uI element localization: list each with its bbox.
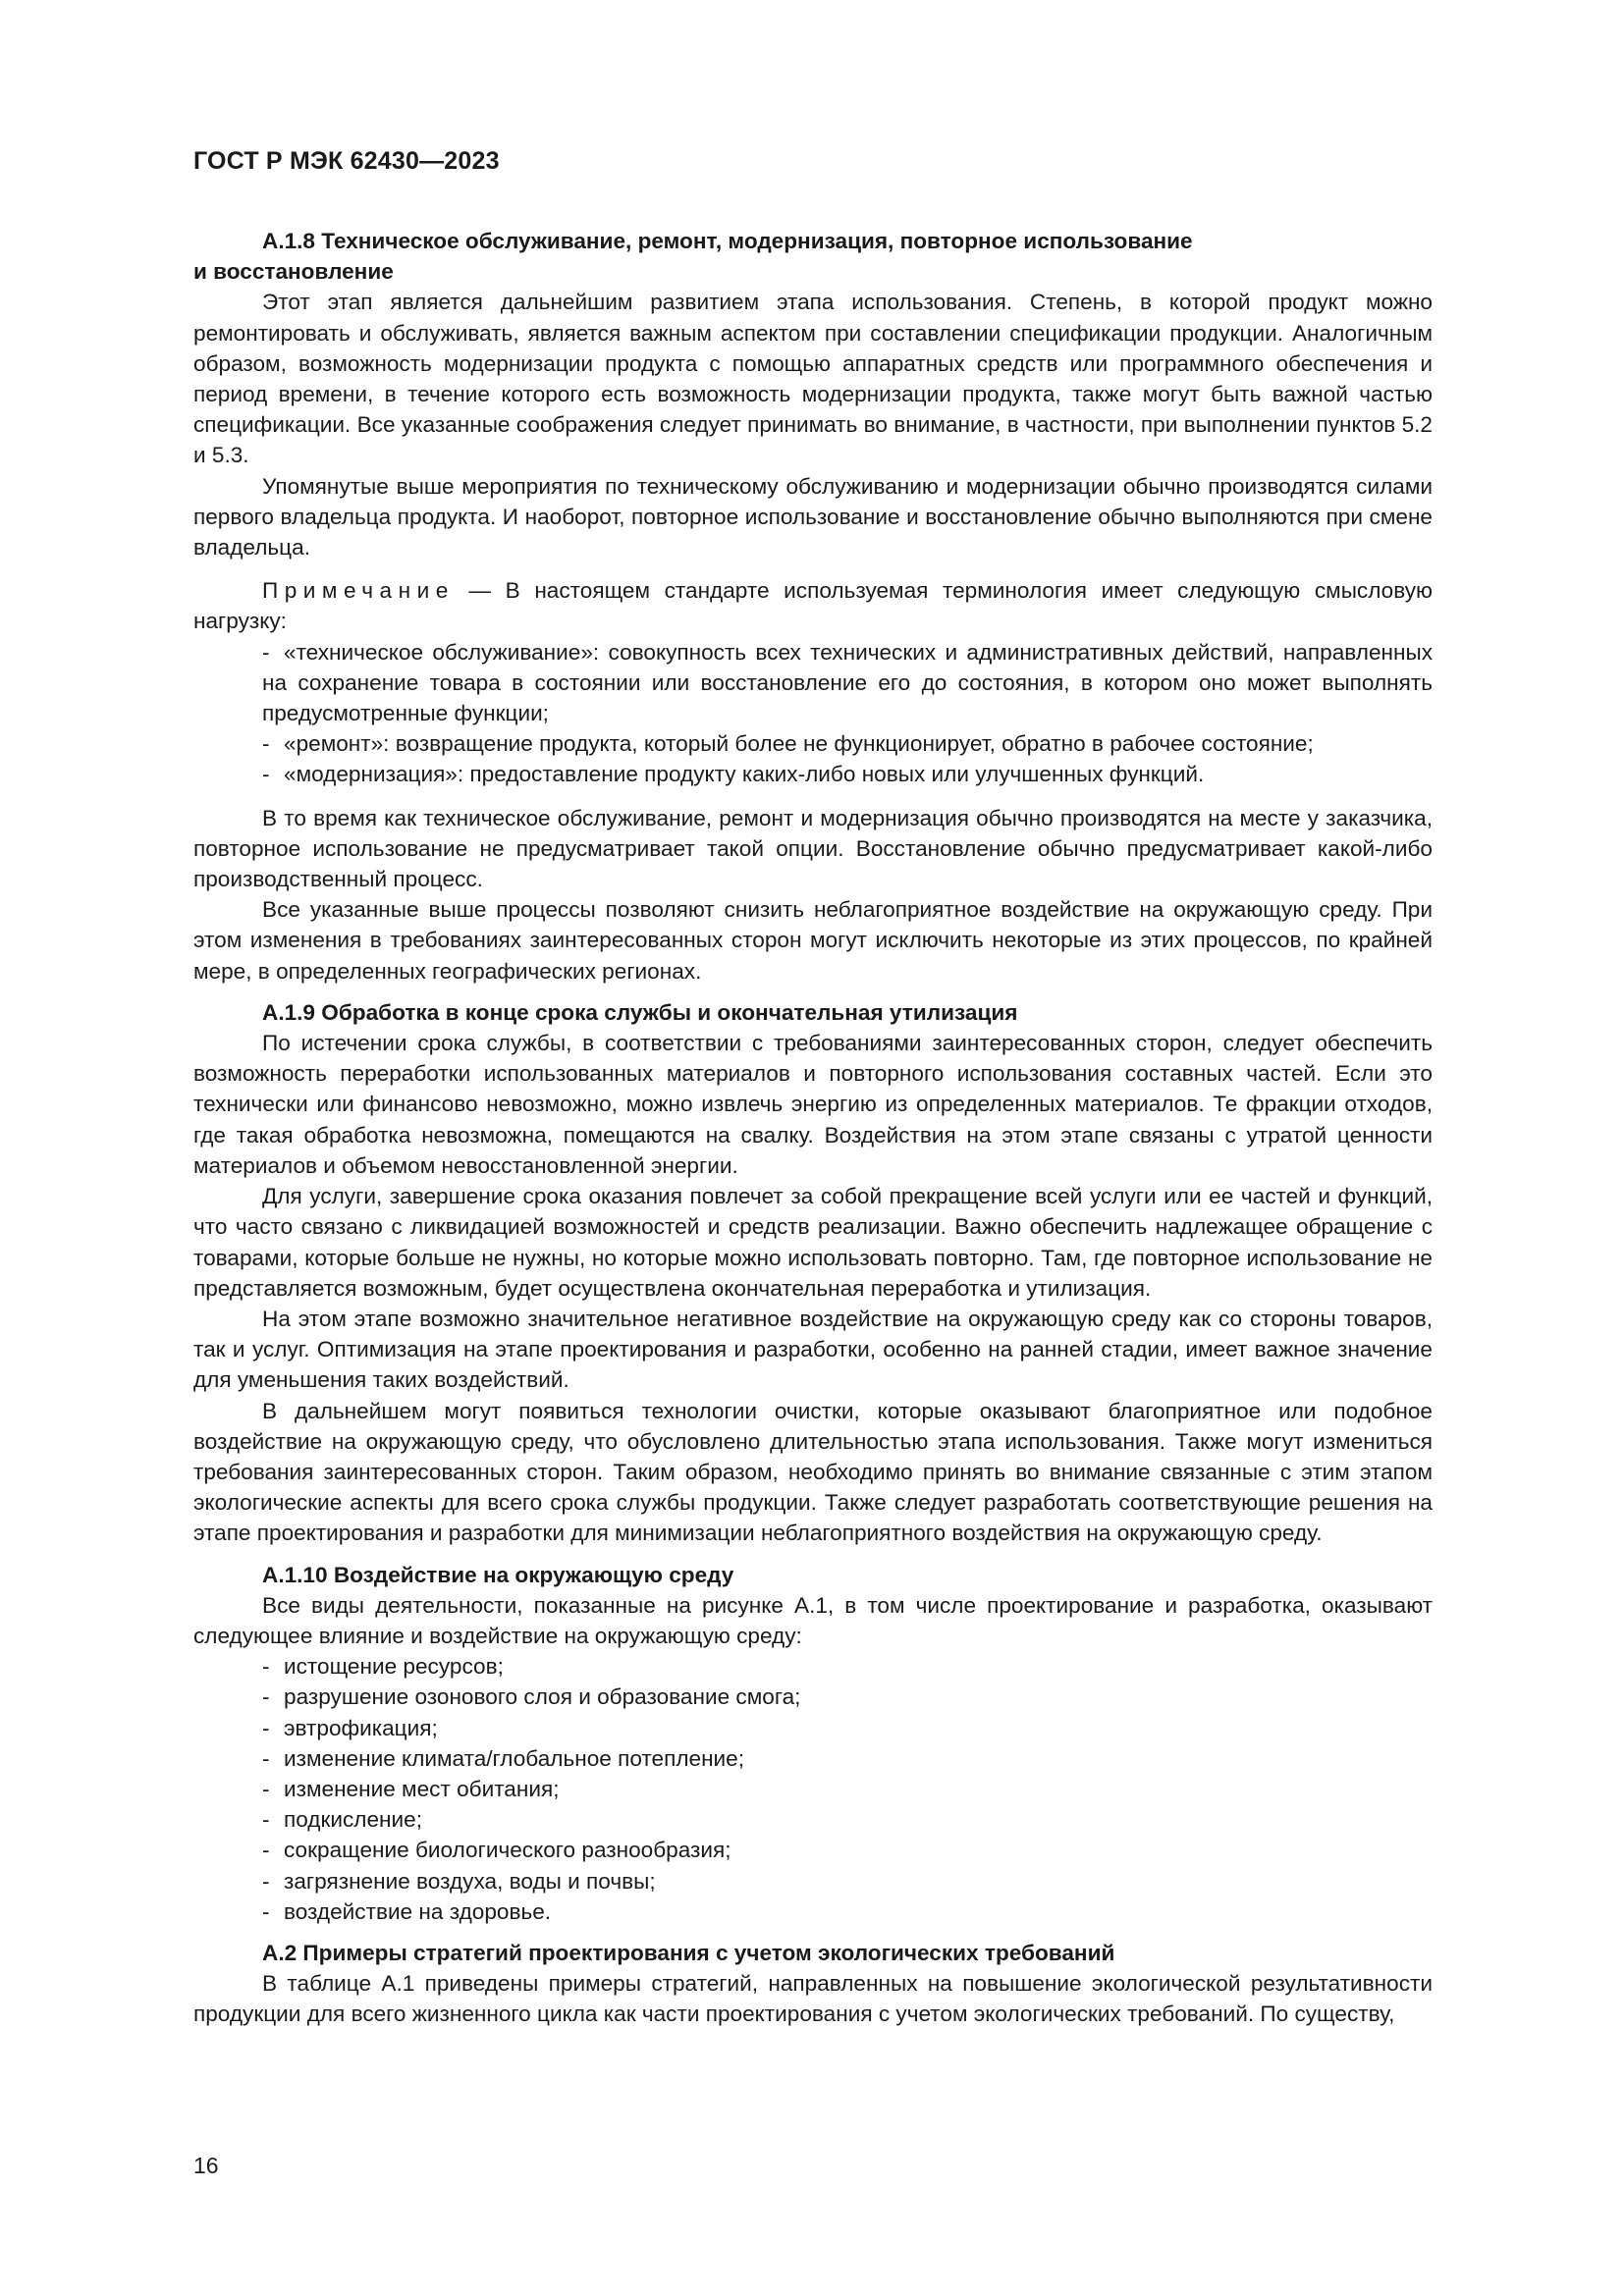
paragraph: Для услуги, завершение срока оказания повлечет за собой прекращение всей услуги или ее частей и функций, что часто связано с ликвидацией возможностей и средств реализации. Важно обеспечить надлежащее обращение с товарами, которые больше не нужны, но которые можно использовать повторно. Там, где повторное использование не представляется возможным, будет осуществлена окончательная переработка и утилизация. bbox=[193, 1184, 1433, 1301]
section-heading-a110: А.1.10 Воздействие на окружающую среду bbox=[262, 1562, 734, 1587]
note-label: Примечание bbox=[262, 578, 455, 604]
note-paragraph bbox=[193, 575, 1433, 636]
section-heading-a18-line2: и восстановление bbox=[193, 259, 394, 285]
list-item: - истощение ресурсов; bbox=[193, 1651, 1433, 1682]
section-heading-a18 bbox=[193, 226, 1433, 256]
list-item: - сокращение биологического разнообразия; bbox=[193, 1835, 1433, 1865]
paragraph: Все виды деятельности, показанные на рисунке А.1, в том числе проектирование и разработка, оказывают следующее влияние и воздействие на окружающую среду: bbox=[193, 1592, 1433, 1648]
list-dash: - bbox=[262, 1684, 270, 1710]
list-dash: - bbox=[262, 1868, 270, 1894]
list-dash: - bbox=[262, 731, 270, 757]
paragraph: В дальнейшем могут появиться технологии очистки, которые оказывают благоприятное или подобное воздействие на окружающую среду, что обусловлено длительностью этапа использования. Также могут измениться требования заинтересованных сторон. Таким образом, необходимо принять во внимание связанные с этим этапом экологические аспекты для всего срока службы продукции. Также следует разработать соответствующие решения на этапе проектирования и разработки для минимизации неблагоприятного воздействия на окружающую среду. bbox=[193, 1398, 1433, 1546]
paragraph: Все указанные выше процессы позволяют снизить неблагоприятное воздействие на окружающую среду. При этом изменения в требованиях заинтересованных сторон могут исключить некоторые из этих процессов, по крайней мере, в определенных географических регионах. bbox=[193, 897, 1433, 984]
list-dash: - bbox=[262, 1654, 270, 1680]
page-number: 16 bbox=[193, 2153, 219, 2178]
list-item: - эвтрофикация; bbox=[193, 1713, 1433, 1743]
list-item: - изменение мест обитания; bbox=[193, 1774, 1433, 1804]
note-text: — В настоящем стандарте используемая терминология имеет следующую смысловую нагрузку: bbox=[193, 578, 1433, 634]
list-item: - «техническое обслуживание»: совокупность всех технических и административных действий, направленных на сохранение товара в состоянии или восстановление его до состояния, в котором оно может выполнять предусмотренные функции; bbox=[193, 637, 1433, 729]
list-dash: - bbox=[262, 1838, 270, 1863]
list-dash: - bbox=[262, 1715, 270, 1740]
list-dash: - bbox=[262, 762, 270, 787]
list-item: - загрязнение воздуха, воды и почвы; bbox=[193, 1866, 1433, 1896]
section-heading-a2: А.2 Примеры стратегий проектирования с учетом экологических требований bbox=[262, 1940, 1115, 1965]
list-item: - «ремонт»: возвращение продукта, который более не функционирует, обратно в рабочее состояние; bbox=[193, 728, 1433, 759]
paragraph: В таблице А.1 приведены примеры стратегий, направленных на повышение экологической результативности продукции для всего жизненного цикла как части проектирования с учетом экологических требований. По существу, bbox=[193, 1971, 1433, 2027]
document-header: ГОСТ Р МЭК 62430—2023 bbox=[193, 147, 500, 175]
paragraph: Этот этап является дальнейшим развитием этапа использования. Степень, в которой продукт можно ремонтировать и обслуживать, является важным аспектом при составлении спецификации продукции. Аналогичным образом, возможность модернизации продукта с помощью аппаратных средств или программного обеспечения и период времени, в течение которого есть возможность модернизации продукта, также могут быть важной частью спецификации. Все указанные соображения следует принимать во внимание, в частности, при выполнении пунктов 5.2 и 5.3. bbox=[193, 290, 1433, 468]
list-item: - изменение климата/глобальное потепление; bbox=[193, 1743, 1433, 1774]
list-item: - воздействие на здоровье. bbox=[193, 1896, 1433, 1927]
list-dash: - bbox=[262, 1776, 270, 1801]
list-dash: - bbox=[262, 639, 270, 665]
document-body bbox=[193, 226, 1433, 2030]
list-dash: - bbox=[262, 1807, 270, 1833]
list-item: - «модернизация»: предоставление продукту каких-либо новых или улучшенных функций. bbox=[193, 759, 1433, 789]
paragraph: На этом этапе возможно значительное негативное воздействие на окружающую среду как со стороны товаров, так и услуг. Оптимизация на этапе проектирования и разработки, особенно на ранней стадии, имеет важное значение для уменьшения таких воздействий. bbox=[193, 1306, 1433, 1393]
list-item: - подкисление; bbox=[193, 1804, 1433, 1835]
paragraph: Упомянутые выше мероприятия по техническому обслуживанию и модернизации обычно производятся силами первого владельца продукта. И наоборот, повторное использование и восстановление обычно выполняются при смене владельца. bbox=[193, 473, 1433, 561]
list-item: - разрушение озонового слоя и образование смога; bbox=[193, 1682, 1433, 1712]
section-heading-a18-line1: А.1.8 Техническое обслуживание, ремонт, модернизация, повторное использование bbox=[262, 229, 1193, 253]
section-heading-a19: А.1.9 Обработка в конце срока службы и окончательная утилизация bbox=[262, 999, 1018, 1025]
paragraph: По истечении срока службы, в соответствии с требованиями заинтересованных сторон, следует обеспечить возможность переработки использованных материалов и повторного использования составных частей. Если это технически или финансово невозможно, можно извлечь энергию из определенных материалов. Те фракции отходов, где такая обработка невозможна, помещаются на свалку. Воздействия на этом этапе связаны с утратой ценности материалов и объемом невосстановленной энергии. bbox=[193, 1031, 1433, 1178]
list-dash: - bbox=[262, 1898, 270, 1924]
paragraph: В то время как техническое обслуживание, ремонт и модернизация обычно производятся на месте у заказчика, повторное использование не предусматривает такой опции. Восстановление обычно предусматривает какой-либо производственный процесс. bbox=[193, 805, 1433, 892]
list-dash: - bbox=[262, 1745, 270, 1771]
